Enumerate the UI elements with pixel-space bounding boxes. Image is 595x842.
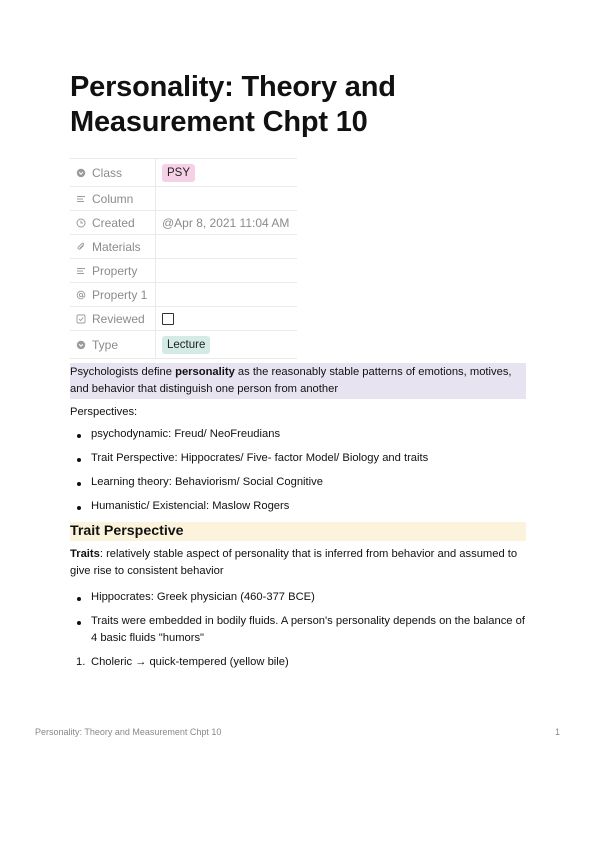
class-tag[interactable]: PSY <box>162 164 195 182</box>
text-icon <box>76 266 86 276</box>
property-value[interactable] <box>156 331 297 358</box>
property-name <box>70 331 156 358</box>
traits-definition <box>70 546 526 580</box>
created-value: @Apr 8, 2021 11:04 AM <box>162 215 290 230</box>
callout-bold-term: personality <box>175 366 235 378</box>
property-name-label: Property 1 <box>92 287 148 302</box>
callout-text: Psychologists define <box>70 366 176 378</box>
list-item: Learning theory: Behaviorism/ Social Cognitive <box>70 474 526 491</box>
property-value[interactable] <box>156 159 297 186</box>
property-name <box>70 235 156 258</box>
paperclip-icon <box>76 242 86 252</box>
select-icon <box>76 168 86 178</box>
reviewed-checkbox[interactable] <box>162 313 174 325</box>
property-name <box>70 159 156 186</box>
humors-list <box>70 654 526 671</box>
footer-title: Personality: Theory and Measurement Chpt 10 <box>35 727 222 737</box>
property-row-column <box>70 187 297 211</box>
property-row-property <box>70 259 297 283</box>
select-icon <box>76 340 86 350</box>
properties-table <box>70 158 297 359</box>
checkbox-icon <box>76 314 86 324</box>
page-title: Personality: Theory and Measurement Chpt 10 <box>70 71 396 138</box>
item-text: Choleric → quick-tempered (yellow bile) <box>91 656 289 668</box>
property-name-label: Property <box>92 263 138 278</box>
property-name <box>70 307 156 330</box>
property-row-property-1 <box>70 283 297 307</box>
property-name-label: Created <box>92 215 135 230</box>
property-name-label: Type <box>92 337 119 352</box>
definition-callout <box>70 363 526 399</box>
page-footer <box>35 727 560 737</box>
property-value <box>156 307 297 330</box>
traits-definition-text: : relatively stable aspect of personality that is inferred from behavior and assumed to give rise to consistent behavior <box>70 548 518 577</box>
property-name-label: Materials <box>92 239 141 254</box>
property-name-label: Class <box>92 165 123 180</box>
list-item: Trait Perspective: Hippocrates/ Five- factor Model/ Biology and traits <box>70 450 526 467</box>
property-row-materials <box>70 235 297 259</box>
text-icon <box>76 194 86 204</box>
traits-bold-term: Traits <box>70 548 100 560</box>
list-item: Humanistic/ Existencial: Maslow Rogers <box>70 498 526 515</box>
page-content <box>70 70 526 671</box>
property-name <box>70 211 156 234</box>
property-name <box>70 187 156 210</box>
trait-bullets <box>70 589 526 647</box>
property-value[interactable] <box>156 283 297 306</box>
numbered-item <box>70 654 526 671</box>
property-name-label: Column <box>92 191 134 206</box>
perspectives-list <box>70 426 526 515</box>
type-tag[interactable]: Lecture <box>162 336 210 354</box>
property-name-label: Reviewed <box>92 311 145 326</box>
perspectives-label: Perspectives: <box>70 406 138 418</box>
item-number: 1. <box>76 656 86 668</box>
list-item: Hippocrates: Greek physician (460-377 BCE) <box>70 589 526 606</box>
property-name <box>70 259 156 282</box>
property-value[interactable] <box>156 235 297 258</box>
list-item: psychodynamic: Freud/ NeoFreudians <box>70 426 526 443</box>
clock-icon <box>76 218 86 228</box>
property-name <box>70 283 156 306</box>
list-item: Traits were embedded in bodily fluids. A person's personality depends on the balance of 4 basic fluids "humors" <box>70 613 526 647</box>
property-row-created <box>70 211 297 235</box>
page-number: 1 <box>554 727 560 737</box>
section-heading: Trait Perspective <box>70 522 526 541</box>
property-row-reviewed <box>70 307 297 331</box>
at-icon <box>76 290 86 300</box>
property-row-class <box>70 159 297 187</box>
property-value[interactable] <box>156 259 297 282</box>
callout-text: as the reasonably stable patterns of emotions, motives, and behavior that distinguish one person from another <box>70 366 512 395</box>
property-value[interactable] <box>156 187 297 210</box>
property-row-type <box>70 331 297 359</box>
